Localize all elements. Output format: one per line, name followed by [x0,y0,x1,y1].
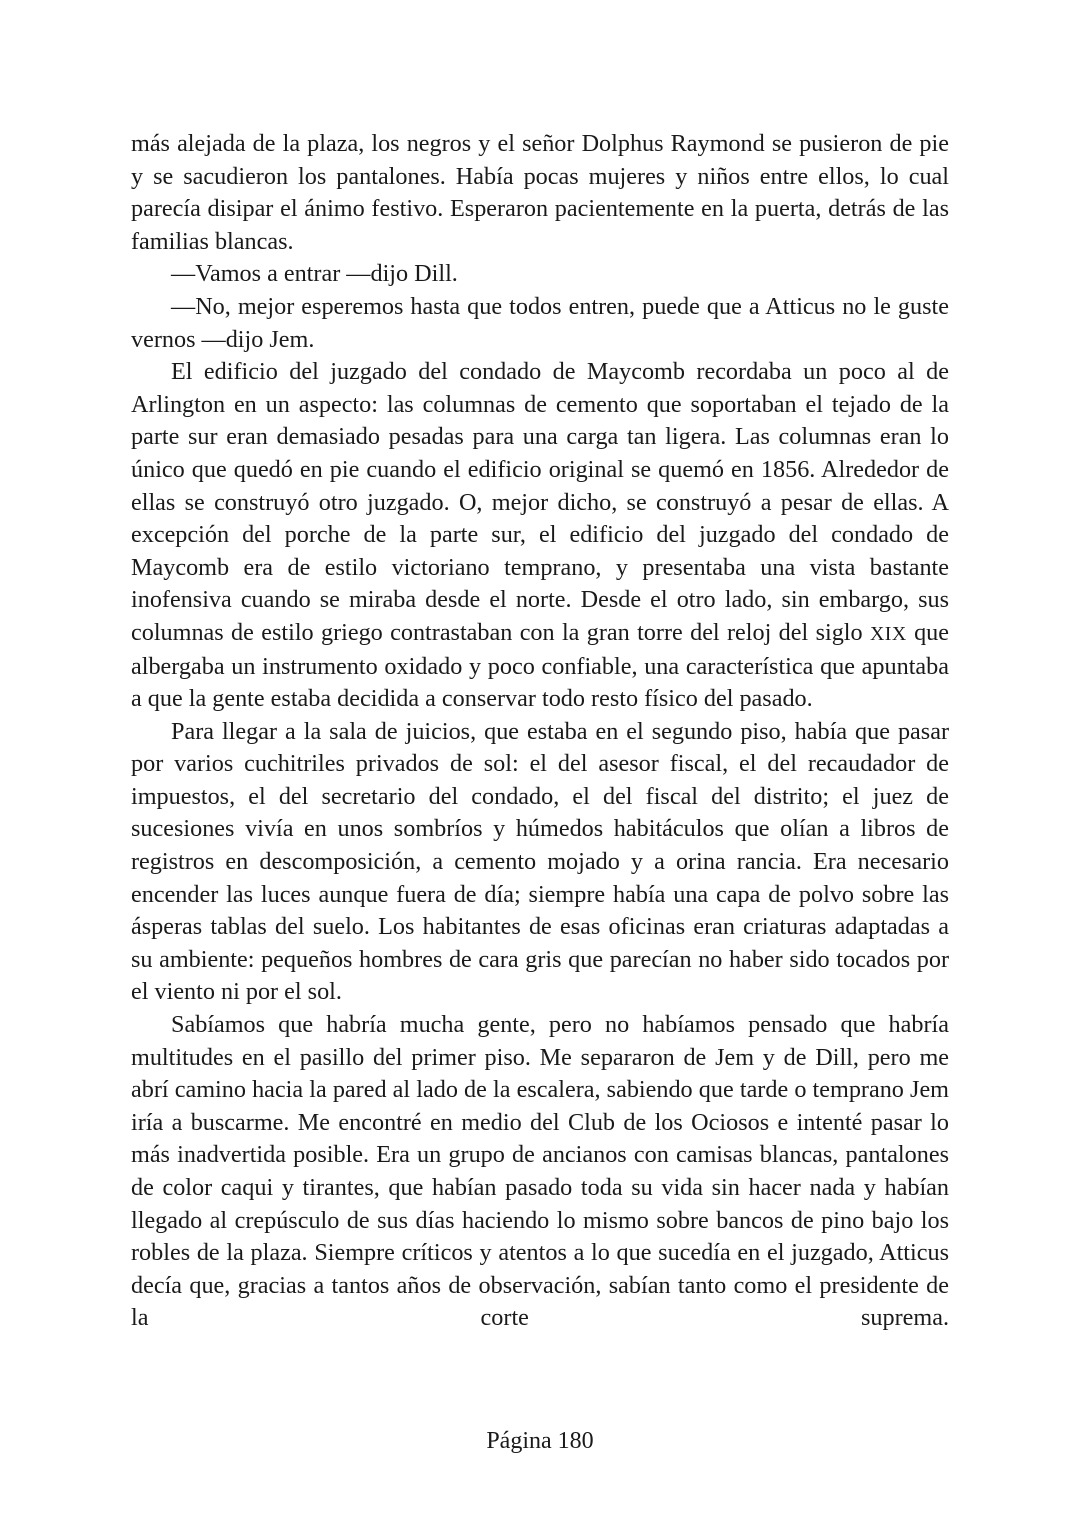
paragraph-courthouse [131,356,949,716]
page-body [131,128,949,1335]
dialogue-dill: —Vamos a entrar —dijo Dill. [171,260,458,288]
paragraph-courtroom: Para llegar a la sala de juicios, que estaba en el segundo piso, había que pasar por varios cuchitriles privados de sol: el del asesor fiscal, el del recaudador de impuestos, el del secretario del condado, el del fiscal del distrito; el juez de sucesiones vivía en unos sombríos y húmedos habitáculos que olían a libros de registros en descomposición, a cemento mojado y a orina rancia. Era necesario encender las luces aunque fuera de día; siempre había una capa de polvo sobre las ásperas tablas del suelo. Los habitantes de esas oficinas eran criaturas adaptadas a su ambiente: pequeños hombres de cara gris que parecían no haber sido tocados por el viento ni por el sol. [131,717,949,1006]
courthouse-text-a: El edificio del juzgado del condado de Maycomb recordaba un poco al de Arlington en un aspecto: las columnas de cemento que soportaban el tejado de la parte sur eran demasiado pesadas para una carga tan ligera. Las columnas eran lo único que quedó en pie cuando el edificio original se quemó en 1856. Alrededor de ellas se construyó otro juzgado. O, mejor dicho, se construyó a pesar de ellas. A excepción del porche de la parte sur, el edificio del juzgado del condado de Maycomb era de estilo victoriano temprano, y presentaba una vista bastante inofensiva cuando se miraba desde el norte. Desde el otro lado, sin embargo, sus columnas de estilo griego contrastaban con la gran torre del reloj del siglo [131,358,949,646]
paragraph-idlers-club: Sabíamos que habría mucha gente, pero no habíamos pensado que habría multitudes en el pasillo del primer piso. Me separaron de Jem y de Dill, pero me abrí camino hacia la pared al lado de la escalera, sabiendo que tarde o temprano Jem iría a buscarme. Me encontré en medio del Club de los Ociosos e intenté pasar lo más inadvertida posible. Era un grupo de ancianos con camisas blancas, pantalones de color caqui y tirantes, que habían pasado toda su vida sin hacer nada y habían llegado al crepúsculo de sus días haciendo lo mismo sobre bancos de pino bajo los robles de la plaza. Siempre críticos y atentos a lo que sucedía en el juzgado, Atticus decía que, gracias a tantos años de observación, sabían tanto como el presidente de la corte suprema. [131,1011,949,1332]
paragraph-continuation: más alejada de la plaza, los negros y el señor Dolphus Raymond se pusieron de pie y se sacudieron los pantalones. Había pocas mujeres y niños entre ellos, lo cual parecía disipar el ánimo festivo. Esperaron pacientemente en la puerta, detrás de las familias blancas. [131,130,949,255]
courthouse-text-b: que albergaba un instrumento oxidado y poco confiable, una característica que apuntaba a que la gente estaba decidida a conservar todo resto físico del pasado. [131,618,950,713]
century-numeral: XIX [869,622,907,645]
page-number: Página 180 [486,1428,594,1454]
dialogue-jem: —No, mejor esperemos hasta que todos entren, puede que a Atticus no le guste vernos —dijo Jem. [131,292,949,353]
